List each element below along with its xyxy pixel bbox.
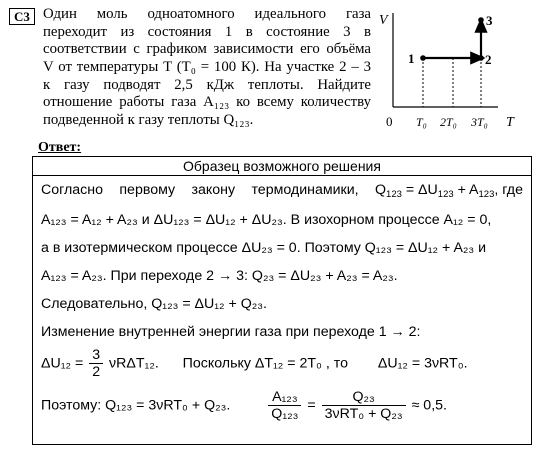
tick-label: 2T₀: [440, 115, 457, 129]
formula-mid: Поскольку ΔT₁₂ = 2T₀ , то: [182, 355, 348, 372]
problem-line: V от температуры T (T₀ = 100 К). На участке 2 – 3: [43, 59, 371, 76]
v-t-graph: [378, 8, 528, 138]
point-3-label: 3: [486, 13, 493, 28]
point-2-label: 2: [485, 52, 492, 67]
solution-line-7: [41, 347, 523, 380]
equals-sign: =: [307, 397, 316, 414]
word: первому: [119, 182, 176, 198]
problem-text: [43, 6, 371, 130]
problem-line: подведенной к газу теплоты Q₁₂₃.: [43, 112, 254, 129]
word: Согласно: [41, 182, 103, 198]
fraction-3-2: $\frac{3}{2}$: [89, 347, 103, 380]
solution-line-4: A₁₂₃ = A₂₃. При переходе 2 → 3: Q₂₃ = ΔU₂₃ + A₂₃ = A₂₃.: [41, 268, 398, 284]
problem-line: отношение работы газа A₁₂₃ ко всему количеству: [43, 94, 371, 111]
point-1: [420, 55, 426, 61]
problem-line: к газу подводят 2,5 кДж теплоты. Найдите: [43, 76, 371, 93]
solution-line-3: а в изотермическом процессе ΔU₂₃ = 0. Поэтому Q₁₂₃ = ΔU₁₂ + A₂₃ и: [41, 240, 487, 256]
point-2: [478, 55, 484, 61]
tick-label: T₀: [416, 115, 427, 129]
formula-end: ΔU₁₂ = 3νRT₀.: [377, 355, 468, 372]
solution-line-1: [41, 182, 523, 200]
formula-lhs: ΔU₁₂ =: [41, 355, 84, 372]
solution-header: Образец возможного решения: [33, 157, 531, 176]
v-axis-label: V: [379, 13, 388, 28]
tick-label: 3T₀: [471, 115, 488, 129]
solution-line-5: Следовательно, Q₁₂₃ = ΔU₁₂ + Q₂₃.: [41, 296, 267, 312]
t-axis-label: T: [506, 115, 514, 130]
task-number: C3: [9, 8, 35, 25]
solution-line-8: [41, 389, 523, 422]
answer-label: Ответ:: [38, 140, 82, 155]
formula-lhs: Поэтому: Q₁₂₃ = 3νRT₀ + Q₂₃.: [41, 397, 231, 414]
formula: $Q_{123} = \Delta U_{123} + A_{123}$, где: [374, 182, 523, 200]
formula-end: ≈ 0,5.: [411, 397, 447, 414]
solution-box: [32, 156, 532, 445]
word: закону: [191, 182, 236, 198]
word: термодинамики,: [251, 182, 359, 198]
point-1-label: 1: [408, 51, 415, 66]
formula-rhs: νRΔT₁₂.: [109, 355, 159, 372]
problem-line: соответствии с графиком зависимости его объёма: [43, 41, 371, 58]
problem-line: Один моль одноатомного идеального газа: [43, 6, 371, 22]
fraction-a-over-q: $\frac{\text{A₁₂₃}}{\text{Q₁₂₃}}$: [268, 389, 301, 422]
solution-line-6: Изменение внутренней энергии газа при переходе 1 → 2:: [41, 324, 421, 340]
fraction-q23: $\frac{\text{Q₂₃}}{\text{3νRT₀ + Q₂₃}}$: [322, 389, 406, 422]
origin-label: 0: [386, 114, 393, 129]
point-3: [478, 17, 484, 23]
problem-line: переходит из состояния 1 в состояние 3 в: [43, 23, 371, 40]
solution-line-2: A₁₂₃ = A₁₂ + A₂₃ и ΔU₁₂₃ = ΔU₁₂ + ΔU₂₃. В изохорном процессе A₁₂ = 0,: [41, 212, 492, 228]
